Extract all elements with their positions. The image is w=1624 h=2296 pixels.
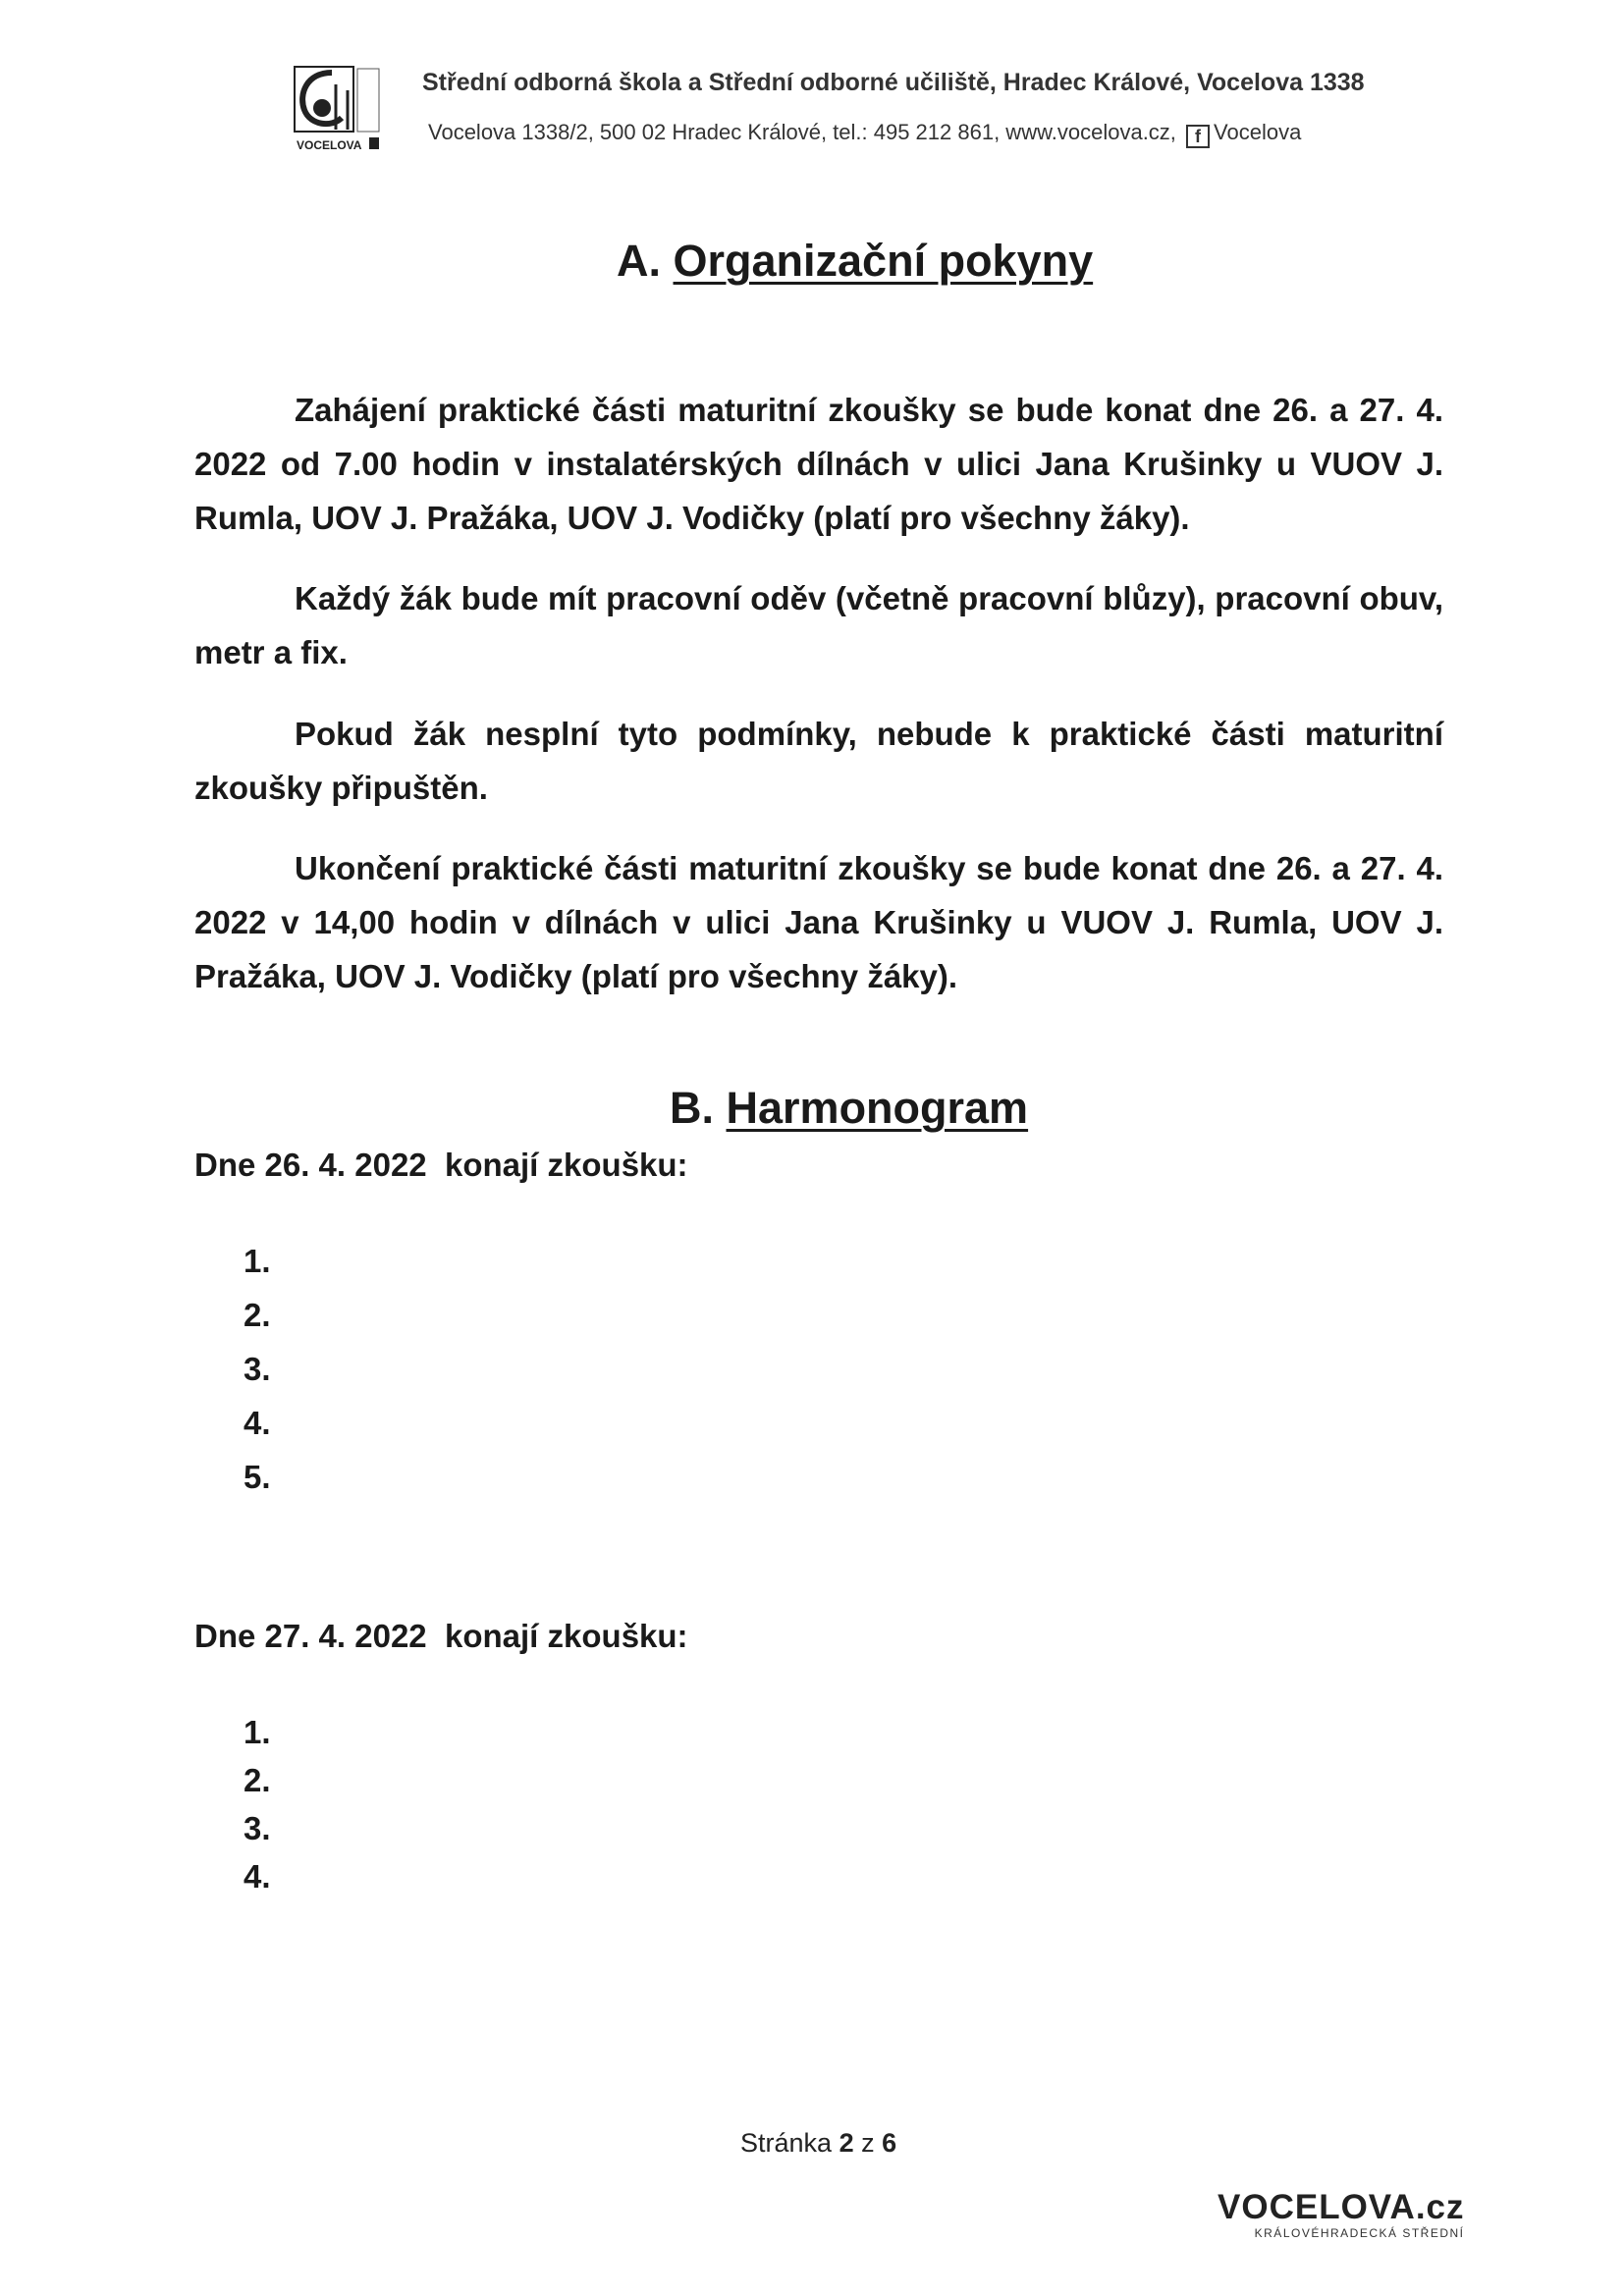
day1-heading: Dne 26. 4. 2022 konají zkoušku: <box>194 1147 688 1183</box>
section-b-letter: B. <box>670 1083 714 1133</box>
logo-text: VOCELOVA <box>297 138 362 152</box>
page-current: 2 <box>839 2128 854 2158</box>
page-total: 6 <box>882 2128 897 2158</box>
list-item: 2. <box>244 1762 271 1798</box>
list-item: 4. <box>244 1405 271 1441</box>
paragraph-clothing: Každý žák bude mít pracovní oděv (včetně pracovní blůzy), pracovní obuv, metr a fix. <box>194 580 1443 670</box>
list-item: 4. <box>244 1858 271 1895</box>
section-a-heading <box>617 236 1093 287</box>
list-item: 1. <box>244 1243 271 1279</box>
section-a-letter: A. <box>617 236 661 286</box>
school-contact <box>428 120 1301 148</box>
brand-name: VOCELOVA.cz <box>1218 2188 1465 2226</box>
paragraph-end: Ukončení praktické části maturitní zkoušky se bude konat dne 26. a 27. 4. 2022 v 14,00 hodin v dílnách v ulici Jana Krušinky u VUOV J. Rumla, UOV J. Pražáka, UOV J. Vodičky (platí pro všechny žáky). <box>194 850 1443 994</box>
day1-list <box>244 1234 271 1504</box>
brand-logo <box>1218 2189 1465 2240</box>
section-b-title: Harmonogram <box>726 1083 1029 1133</box>
list-item: 3. <box>244 1810 271 1846</box>
paragraph-start: Zahájení praktické části maturitní zkoušky se bude konat dne 26. a 27. 4. 2022 od 7.00 hodin v instalatérských dílnách v ulici Jana Krušinky u VUOV J. Rumla, UOV J. Pražáka, UOV J. Vodičky (platí pro všechny žáky). <box>194 392 1443 536</box>
school-name: Střední odborná škola a Střední odborné učiliště, Hradec Králové, Vocelova 1338 <box>422 69 1365 96</box>
school-logo <box>293 65 383 153</box>
list-item: 3. <box>244 1351 271 1387</box>
section-a-title: Organizační pokyny <box>673 236 1094 286</box>
page-number <box>740 2128 896 2159</box>
list-item: 2. <box>244 1297 271 1333</box>
day2-heading: Dne 27. 4. 2022 konají zkoušku: <box>194 1618 688 1654</box>
paragraph-conditions: Pokud žák nesplní tyto podmínky, nebude k praktické části maturitní zkoušky připuštěn. <box>194 716 1443 806</box>
list-item: 5. <box>244 1459 271 1495</box>
page-separator: z <box>861 2128 875 2158</box>
facebook-icon: f <box>1186 125 1210 148</box>
address-line: Vocelova 1338/2, 500 02 Hradec Králové, tel.: 495 212 861, www.vocelova.cz, <box>428 120 1176 144</box>
day2-list <box>244 1708 271 1900</box>
list-item: 1. <box>244 1714 271 1750</box>
brand-subtitle: KRÁLOVÉHRADECKÁ STŘEDNÍ <box>1254 2226 1465 2240</box>
page-prefix: Stránka <box>740 2128 833 2158</box>
facebook-label: Vocelova <box>1214 120 1302 144</box>
section-b-heading <box>670 1083 1028 1134</box>
